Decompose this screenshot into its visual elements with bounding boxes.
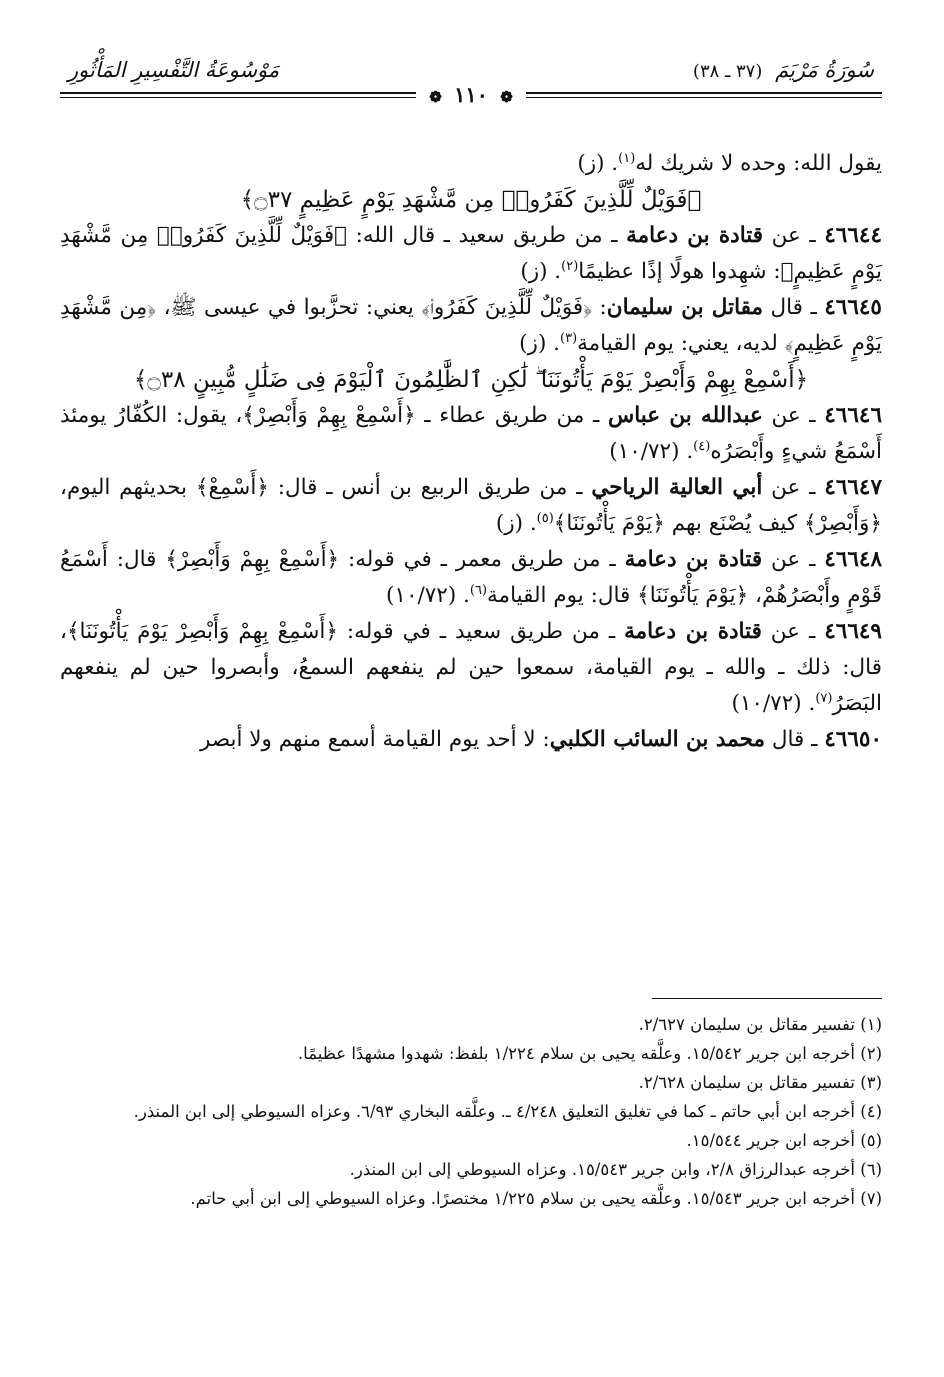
- intro-line: يقول الله: وحده لا شريك له$^{(١)}$. (ز): [577, 150, 882, 176]
- footnote-ref: (٤): [693, 438, 711, 454]
- entry-46645: ٤٦٦٤٥ ـ قال مقاتل بن سليمان: ﴿فَوَيْلٌ لِّلَّذِينَ كَفَرُوا۟﴾ يعني: تحزَّبوا في عيسى ﷺ، ﴿مِن مَّشْهَدِ يَوْمٍ عَظِيمٍ﴾ لديه، يعني: يوم القيامة$^{(٣)}$. (ز): [60, 295, 882, 356]
- footnote-rule: [652, 998, 882, 999]
- footnote-ref: (١): [618, 150, 636, 166]
- page-number: [416, 82, 526, 110]
- running-head-surah: [693, 58, 874, 82]
- entry-46644: ٤٦٦٤٤ ـ عن قتادة بن دعامة ـ من طريق سعيد ـ قال الله: ﴿فَوَيْلٌ لِّلَّذِينَ كَفَرُوا۟ مِن مَّشْهَدِ يَوْمٍ عَظِيمٍ﴾: شهِدوا هولًا إذًا عظيمًا$^{(٢)}$. (ز): [60, 223, 882, 284]
- footnote-2: (٢) أخرجه ابن جرير ١٥/٥٤٢. وعلَّقه يحيى بن سلام ١/٢٢٤ بلفظ: شهدوا مشهدًا عظيمًا.: [297, 1044, 882, 1063]
- footnote-ref: (٢): [561, 258, 579, 274]
- footnote-ref: (٦): [469, 582, 488, 598]
- footnote-ref: (٥): [536, 510, 554, 526]
- footnote-ref: (٣): [560, 330, 578, 346]
- ornament-icon: ❁: [429, 88, 442, 106]
- entry-46646: ٤٦٦٤٦ ـ عن عبدالله بن عباس ـ من طريق عطاء ـ ﴿أَسْمِعْ بِهِمْ وَأَبْصِرْ﴾، يقول: الكُفّارُ يومئذ أَسْمَعُ شيءٍ وأَبْصَرُه$^{(٤)}$. (١٠/٧٢): [60, 403, 882, 464]
- footnote-6: (٦) أخرجه عبدالرزاق ٢/٨، وابن جرير ١٥/٥٤٣. وعزاه السيوطي إلى ابن المنذر.: [349, 1160, 882, 1179]
- footnote-1: (١) تفسير مقاتل بن سليمان ٢/٦٢٧.: [638, 1015, 882, 1034]
- verse-37: ﴿فَوَيْلٌ لِّلَّذِينَ كَفَرُوا۟ مِن مَّشْهَدِ يَوْمٍ عَظِيمٍ ۝٣٧﴾: [240, 187, 702, 213]
- entry-46648: ٤٦٦٤٨ ـ عن قتادة بن دعامة ـ من طريق معمر ـ في قوله: ﴿أَسْمِعْ بِهِمْ وَأَبْصِرْ﴾ قال: أَسْمَعُ قَوْمٍ وأَبْصَرُهُمْ، ﴿يَوْمَ يَأْتُونَنَا﴾ قال: يوم القيامة$^{(٦)}$. (١٠/٧٢): [60, 547, 883, 608]
- ornament-icon: ❁: [500, 88, 513, 106]
- page: [60, 48, 882, 1357]
- verse-38: ﴿أَسْمِعْ بِهِمْ وَأَبْصِرْ يَوْمَ يَأْتُونَنَا ۖ لَٰكِنِ ٱلظَّٰلِمُونَ ٱلْيَوْمَ فِى ضَلَٰلٍ مُّبِينٍ ۝٣٨﴾: [133, 367, 809, 393]
- page-header: [60, 48, 882, 110]
- page-number-value: ١١٠: [454, 82, 488, 107]
- entry-46650: ٤٦٦٥٠ ـ قال محمد بن السائب الكلبي: لا أحد يوم القيامة أسمع منهم ولا أبصر: [199, 727, 882, 752]
- entry-46647: ٤٦٦٤٧ ـ عن أبي العالية الرياحي ـ من طريق الربيع بن أنس ـ قال: ﴿أَسْمِعْ﴾ بحديثهم اليوم، ﴿وَأَبْصِرْ﴾ كيف يُصْنَع بهم ﴿يَوْمَ يَأْتُونَنَا﴾$^{(٥)}$. (ز): [60, 475, 883, 536]
- page-number-wrap: [60, 82, 882, 110]
- footnote-4: (٤) أخرجه ابن أبي حاتم ـ كما في تغليق التعليق ٤/٢٤٨ ـ. وعلَّقه البخاري ٦/٩٣. وعزاه السيوطي إلى ابن المنذر.: [133, 1102, 882, 1121]
- verse-range: (٣٧ ـ ٣٨): [692, 61, 763, 82]
- page-body: [60, 146, 882, 758]
- running-head-book-title: مَوْسُوعَةُ التَّفْسِيرِ المَأْثُورِ: [68, 58, 280, 82]
- footnotes: [60, 1010, 882, 1213]
- footnote-3: (٣) تفسير مقاتل بن سليمان ٢/٦٢٨.: [638, 1073, 882, 1092]
- entry-46649: ٤٦٦٤٩ ـ عن قتادة بن دعامة ـ من طريق سعيد ـ في قوله: ﴿أَسْمِعْ بِهِمْ وَأَبْصِرْ يَوْمَ يَأْتُونَنَا﴾، قال: ذلك ـ والله ـ يوم القيامة، سمعوا حين لم ينفعهم السمعُ، وأبصروا حين لم ينفعهم البَصَرُ$^{(٧)}$. (١٠/٧٢): [60, 619, 882, 716]
- surah-name: سُورَةُ مَرْيَمَ: [775, 58, 874, 82]
- footnote-ref: (٧): [815, 690, 833, 706]
- footnote-5: (٥) أخرجه ابن جرير ١٥/٥٤٤.: [686, 1131, 882, 1150]
- footnote-7: (٧) أخرجه ابن جرير ١٥/٥٤٣. وعلَّقه يحيى بن سلام ١/٢٢٥ مختصرًا. وعزاه السيوطي إلى ابن أبي حاتم.: [190, 1189, 882, 1208]
